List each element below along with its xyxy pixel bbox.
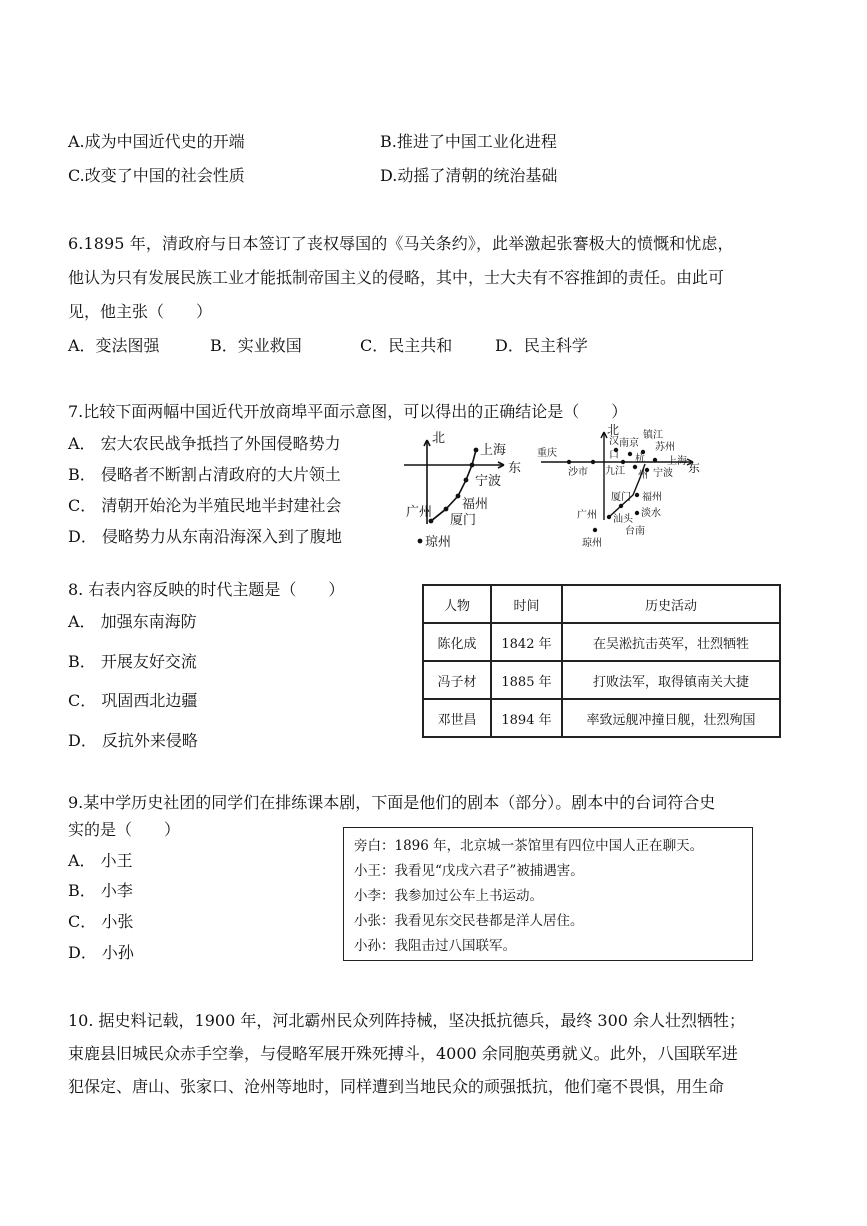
q5-option-c: C.改变了中国的社会性质 (68, 166, 245, 185)
q8-option-b: B． 开展友好交流 (68, 652, 197, 671)
script-line-xiaowang: 小王：我看见“戊戌六君子”被捕遇害。 (354, 863, 584, 879)
q8-option-a: A． 加强东南海防 (68, 612, 197, 631)
table-header-row (423, 585, 780, 623)
script-line-xiaosun: 小孙：我阻击过八国联军。 (354, 938, 516, 954)
table-cell: 率致远舰冲撞日舰，壮烈殉国 (562, 699, 780, 737)
map2-city-shantou: 汕头 (613, 514, 633, 525)
q8-stem: 8. 右表内容反映的时代主题是（ ） (68, 580, 345, 599)
map2-city-jiujiang: 九江 (605, 466, 625, 477)
q9-option-b: B． 小李 (68, 881, 133, 900)
q10-stem-line-2: 束鹿县旧城民众赤手空拳，与侵略军展开殊死搏斗，4000 余同胞英勇就义。此外，八国联军进 (68, 1044, 738, 1063)
q7-option-b: B． 侵略者不断割占清政府的大片领土 (68, 465, 341, 484)
q5-option-b: B.推进了中国工业化进程 (380, 132, 557, 151)
q6-option-d: D．民主科学 (495, 336, 588, 355)
q8-history-table (422, 584, 781, 738)
table-row (423, 623, 780, 661)
q6-stem-line-2: 他认为只有发展民族工业才能抵制帝国主义的侵略，其中，士大夫有不容推卸的责任。由此可 (68, 268, 725, 287)
map1-city-xiamen: 厦门 (450, 513, 477, 528)
q10-stem-line-1: 10. 据史料记载，1900 年，河北霸州民众列阵持械，坚决抵抗德兵，最终 300 余人壮烈牺牲； (68, 1011, 746, 1030)
map2-east-label: 东 (688, 461, 701, 475)
map2-city-ningbo: 宁波 (653, 468, 673, 479)
table-header-person: 人物 (423, 585, 491, 623)
script-line-xiaozhang: 小张：我看见东交民巷都是洋人居住。 (354, 913, 584, 929)
map2-city-fuzhou: 福州 (642, 492, 662, 503)
q6-option-c: C．民主共和 (360, 336, 453, 355)
map2-north-label: 北 (607, 423, 620, 437)
table-cell: 冯子材 (423, 661, 491, 699)
script-line-xiaoli: 小李：我参加过公车上书运动。 (354, 888, 543, 904)
table-cell: 邓世昌 (423, 699, 491, 737)
table-row (423, 699, 780, 737)
map2-city-suzhou: 苏州 (655, 442, 675, 453)
map1-city-qiongzhou: 琼州 (425, 535, 452, 550)
map2-city-guangzhou: 广州 (577, 510, 597, 521)
treaty-ports-map-2 (535, 420, 705, 550)
table-header-activity: 历史活动 (562, 585, 780, 623)
q6-option-b: B．实业救国 (210, 336, 302, 355)
q7-option-d: D． 侵略势力从东南沿海深入到了腹地 (68, 527, 342, 546)
map2-city-shanghai: 上海 (667, 456, 687, 467)
table-cell: 1894 年 (491, 699, 562, 737)
q9-script-box (343, 827, 753, 961)
q7-option-a: A． 宏大农民战争抵挡了外国侵略势力 (68, 434, 341, 453)
q9-stem-line-1: 9.某中学历史社团的同学们在排练课本剧，下面是他们的剧本（部分）。剧本中的台词符合史 (68, 793, 716, 812)
q7-option-c: C． 清朝开始沦为半殖民地半封建社会 (68, 496, 342, 515)
map1-city-guangzhou: 广州 (406, 505, 433, 520)
table-cell: 1885 年 (491, 661, 562, 699)
q10-stem-line-3: 犯保定、唐山、张家口、沧州等地时，同样遭到当地民众的顽强抵抗，他们毫不畏惧，用生命 (68, 1077, 725, 1096)
map2-city-danshui: 淡水 (641, 508, 661, 519)
map2-city-zhou: 州 (638, 470, 648, 481)
map2-city-hang: 杭 (635, 454, 645, 465)
table-header-time: 时间 (491, 585, 562, 623)
map2-city-han: 汉 (609, 436, 619, 447)
map1-north-label: 北 (432, 431, 446, 446)
table-cell: 在吴淞抗击英军，壮烈牺牲 (562, 623, 780, 661)
map2-city-shashi: 沙市 (568, 467, 588, 478)
map2-city-tainan: 台南 (625, 526, 645, 537)
q6-stem-line-3: 见，他主张（ ） (68, 302, 213, 321)
map2-city-chongqing: 重庆 (537, 448, 557, 459)
table-row (423, 661, 780, 699)
q7-stem: 7.比较下面两幅中国近代开放商埠平面示意图，可以得出的正确结论是（ ） (68, 402, 628, 421)
q9-option-d: D． 小孙 (68, 943, 134, 962)
map2-city-qiongzhou: 琼州 (582, 538, 602, 549)
q9-stem-line-2: 实的是（ ） (68, 820, 181, 839)
q9-option-a: A． 小王 (68, 851, 133, 870)
map1-city-fuzhou: 福州 (462, 497, 489, 512)
map1-city-ningbo: 宁波 (475, 474, 502, 489)
q8-option-c: C． 巩固西北边疆 (68, 691, 198, 710)
map1-east-label: 东 (508, 461, 522, 476)
map2-city-nanjing: 南京 (619, 438, 639, 449)
script-line-narration: 旁白：1896 年，北京城一茶馆里有四位中国人正在聊天。 (354, 838, 704, 854)
treaty-ports-map-1 (398, 424, 533, 552)
map2-city-xiamen: 厦门 (611, 492, 631, 503)
map1-city-shanghai: 上海 (480, 443, 507, 458)
table-cell: 1842 年 (491, 623, 562, 661)
q6-stem-line-1: 6.1895 年，清政府与日本签订了丧权辱国的《马关条约》，此举激起张謇极大的愤慨和忧虑， (68, 234, 734, 253)
q8-option-d: D． 反抗外来侵略 (68, 731, 198, 750)
table-cell: 打败法军，取得镇南关大捷 (562, 661, 780, 699)
map2-city-kou: 口 (609, 450, 619, 461)
q9-option-c: C． 小张 (68, 912, 134, 931)
map2-city-zhenjiang: 镇江 (643, 430, 663, 441)
q6-option-a: A．变法图强 (68, 336, 160, 355)
q5-option-a: A.成为中国近代史的开端 (68, 132, 245, 151)
q5-option-d: D.动摇了清朝的统治基础 (380, 166, 558, 185)
table-cell: 陈化成 (423, 623, 491, 661)
